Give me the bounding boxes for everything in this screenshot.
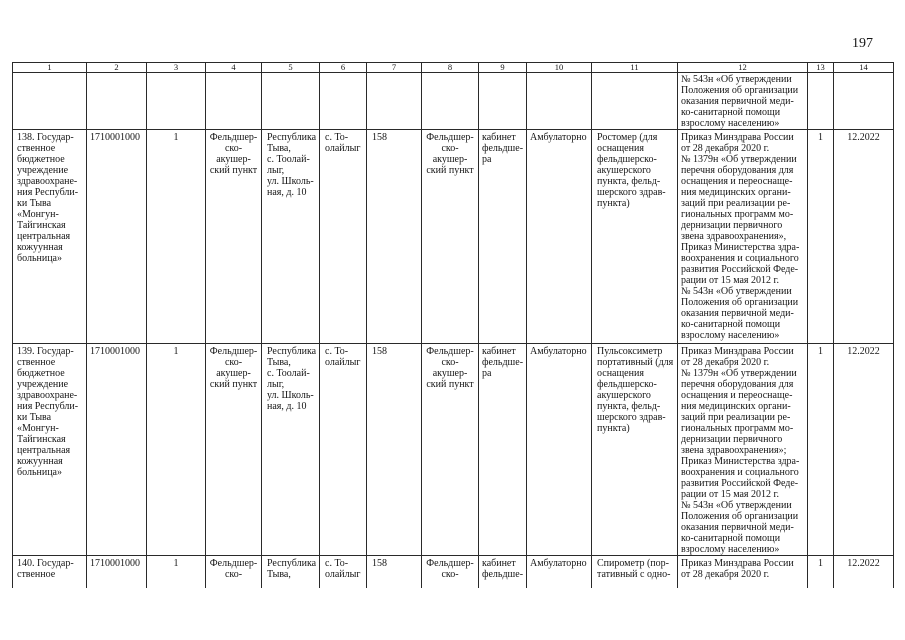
column-number-header: 8 [422,63,479,73]
cell-equipment: Ростомер (для оснащения фельдшерско- акушерского пункта, фельд- шерского здрав- пункта) [592,130,678,344]
cell-institution: 139. Государ- ственное бюджетное учреждение здравоохране- ния Республи- ки Тыва «Монгун- Тайгинская центральная кожуунная больница» [13,344,87,556]
column-number-header: 3 [147,63,206,73]
cell-regulation: Приказ Минздрава России от 28 декабря 2020 г. № 1379н «Об утверждении перечня оборудования для оснащения и переоснаще- ния медицинских органи- заций при реализации ре- гиональных программ мо- дернизации первичного звена здравоохранения»; Приказ Министерства здра- воохранения и социального развития Российской Феде- рации от 15 мая 2012 г. № 543н «Об утверждении Положения об организации оказания первичной меди- ко-санитарной помощи взрослому населению» [678,344,808,556]
empty-cell [13,73,87,130]
cell-code: 1710001000 [87,130,147,344]
cell-quantity: 1 [808,344,834,556]
empty-cell [262,73,320,130]
cell-settlement: с. То- олайлыг [320,344,367,556]
continued-row [13,73,894,130]
column-number-header: 11 [592,63,678,73]
page-number: 197 [852,36,873,51]
cell-date: 12.2022 [834,556,894,589]
column-number-header: 13 [808,63,834,73]
column-number-header: 1 [13,63,87,73]
empty-cell [808,73,834,130]
cell-care-mode: Амбулаторно [527,556,592,589]
cell-equipment: Спирометр (пор- тативный с одно- [592,556,678,589]
empty-cell [87,73,147,130]
cell-facility-type: Фельдшер- ско- акушер- ский пункт [206,344,262,556]
empty-cell [527,73,592,130]
column-number-header: 10 [527,63,592,73]
column-number-header: 12 [678,63,808,73]
empty-cell [147,73,206,130]
cell-care-mode: Амбулаторно [527,344,592,556]
cell-room: кабинет фельдше- ра [479,130,527,344]
cell-quantity: 1 [808,556,834,589]
cell-facility-type: Фельдшер- ско- [206,556,262,589]
cell-date: 12.2022 [834,130,894,344]
cell-address: Республика Тыва, с. Тоолай- лыг, ул. Школь- ная, д. 10 [262,344,320,556]
cell-address: Республика Тыва, [262,556,320,589]
cell-count: 1 [147,344,206,556]
cell-settlement: с. То- олайлыг [320,130,367,344]
empty-cell [479,73,527,130]
cell-count: 1 [147,130,206,344]
cell-count: 1 [147,556,206,589]
cell-code: 1710001000 [87,344,147,556]
cell-room: кабинет фельдше- [479,556,527,589]
cell-code: 1710001000 [87,556,147,589]
cell-settlement: с. То- олайлыг [320,556,367,589]
table-row [13,130,894,344]
table-row [13,344,894,556]
column-number-header: 2 [87,63,147,73]
column-number-header: 5 [262,63,320,73]
cell-institution: 138. Государ- ственное бюджетное учреждение здравоохране- ния Республи- ки Тыва «Монгун- Тайгинская центральная кожуунная больница» [13,130,87,344]
cell-equipment: Пульсоксиметр портативный (для оснащения фельдшерско- акушерского пункта, фельд- шерского здрав- пункта) [592,344,678,556]
column-number-header: 7 [367,63,422,73]
column-number-row [13,63,894,73]
cell-number: 158 [367,556,422,589]
cell-regulation-continued: № 543н «Об утверждении Положения об организации оказания первичной меди- ко-санитарной помощи взрослому населению» [678,73,808,130]
cell-institution: 140. Государ- ственное [13,556,87,589]
cell-room: кабинет фельдше- ра [479,344,527,556]
column-number-header: 9 [479,63,527,73]
column-number-header: 4 [206,63,262,73]
cell-care-mode: Амбулаторно [527,130,592,344]
table-row [13,556,894,589]
empty-cell [367,73,422,130]
column-number-header: 14 [834,63,894,73]
empty-cell [422,73,479,130]
empty-cell [320,73,367,130]
cell-subdivision: Фельдшер- ско- акушер- ский пункт [422,344,479,556]
empty-cell [206,73,262,130]
column-number-header: 6 [320,63,367,73]
cell-quantity: 1 [808,130,834,344]
data-table [12,62,894,588]
cell-facility-type: Фельдшер- ско- акушер- ский пункт [206,130,262,344]
cell-regulation: Приказ Минздрава России от 28 декабря 2020 г. № 1379н «Об утверждении перечня оборудования для оснащения и переоснаще- ния медицинских органи- заций при реализации ре- гиональных программ мо- дернизации первичного звена здравоохранения», Приказ Министерства здра- воохранения и социального развития Российской Феде- рации от 15 мая 2012 г. № 543н «Об утверждении Положения об организации оказания первичной меди- ко-санитарной помощи взрослому населению» [678,130,808,344]
cell-number: 158 [367,130,422,344]
cell-regulation: Приказ Минздрава России от 28 декабря 2020 г. [678,556,808,589]
cell-subdivision: Фельдшер- ско- акушер- ский пункт [422,130,479,344]
empty-cell [592,73,678,130]
cell-subdivision: Фельдшер- ско- [422,556,479,589]
cell-number: 158 [367,344,422,556]
empty-cell [834,73,894,130]
cell-address: Республика Тыва, с. Тоолай- лыг, ул. Школь- ная, д. 10 [262,130,320,344]
cell-date: 12.2022 [834,344,894,556]
